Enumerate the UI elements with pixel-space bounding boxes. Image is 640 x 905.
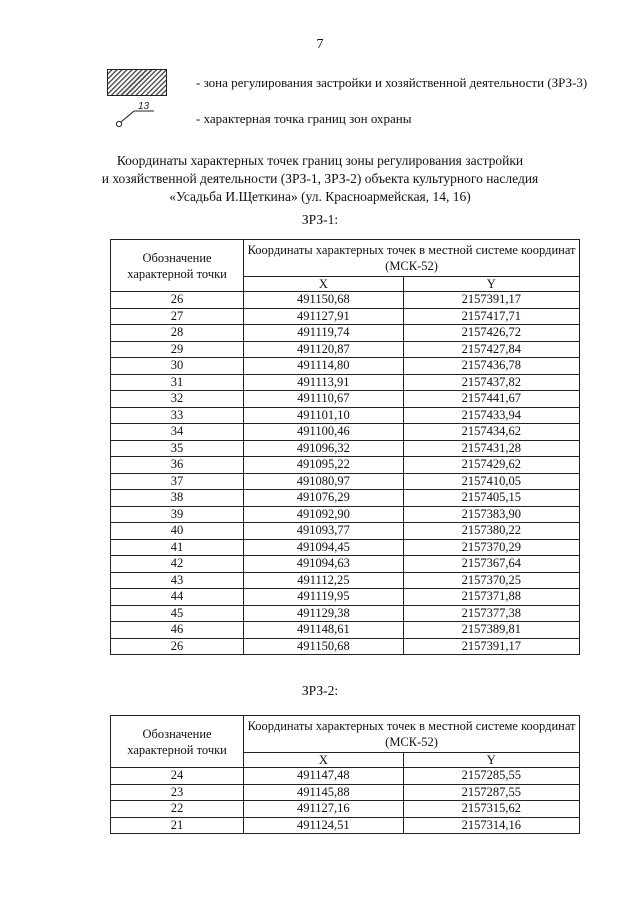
cell-point-id: 27 (111, 308, 244, 325)
cell-y: 2157370,29 (403, 539, 579, 556)
table-row (111, 817, 580, 834)
cell-y: 2157426,72 (403, 325, 579, 342)
zrz1-table-body (111, 292, 580, 655)
cell-point-id: 42 (111, 556, 244, 573)
table-row (111, 523, 580, 540)
cell-x: 491119,74 (244, 325, 404, 342)
cell-point-id: 21 (111, 817, 244, 834)
header-x: X (244, 753, 404, 768)
cell-y: 2157431,28 (403, 440, 579, 457)
cell-y: 2157441,67 (403, 391, 579, 408)
cell-point-id: 37 (111, 473, 244, 490)
cell-x: 491150,68 (244, 292, 404, 309)
cell-y: 2157433,94 (403, 407, 579, 424)
cell-x: 491147,48 (244, 768, 404, 785)
header-x: X (244, 277, 404, 292)
cell-y: 2157391,17 (403, 638, 579, 655)
cell-y: 2157285,55 (403, 768, 579, 785)
cell-point-id: 32 (111, 391, 244, 408)
cell-point-id: 45 (111, 605, 244, 622)
table-row (111, 622, 580, 639)
cell-point-id: 24 (111, 768, 244, 785)
table-row (111, 374, 580, 391)
legend-point-label: - характерная точка границ зон охраны (196, 111, 412, 126)
table-row (111, 440, 580, 457)
page-number: 7 (316, 37, 324, 52)
cell-point-id: 26 (111, 292, 244, 309)
table-row (111, 638, 580, 655)
cell-x: 491093,77 (244, 523, 404, 540)
table-row (111, 325, 580, 342)
cell-point-id: 43 (111, 572, 244, 589)
cell-x: 491094,45 (244, 539, 404, 556)
cell-point-id: 26 (111, 638, 244, 655)
cell-y: 2157380,22 (403, 523, 579, 540)
cell-y: 2157377,38 (403, 605, 579, 622)
title-line-3: «Усадьба И.Щеткина» (ул. Красноармейская, 14, 16) (169, 189, 471, 204)
title-line-2: и хозяйственной деятельности (ЗРЗ-1, ЗРЗ-2) объекта культурного наследия (101, 171, 539, 186)
table-row (111, 605, 580, 622)
cell-x: 491127,91 (244, 308, 404, 325)
table-row (111, 556, 580, 573)
cell-point-id: 23 (111, 784, 244, 801)
zrz1-caption: ЗРЗ-1: (301, 212, 339, 227)
cell-x: 491100,46 (244, 424, 404, 441)
zone-hatch-swatch (107, 69, 167, 96)
table-row (111, 358, 580, 375)
cell-y: 2157410,05 (403, 473, 579, 490)
cell-point-id: 38 (111, 490, 244, 507)
cell-y: 2157371,88 (403, 589, 579, 606)
cell-x: 491101,10 (244, 407, 404, 424)
cell-y: 2157427,84 (403, 341, 579, 358)
header-point: Обозначение характерной точки (111, 716, 244, 768)
cell-y: 2157383,90 (403, 506, 579, 523)
cell-x: 491092,90 (244, 506, 404, 523)
cell-x: 491127,16 (244, 801, 404, 818)
cell-x: 491113,91 (244, 374, 404, 391)
cell-point-id: 28 (111, 325, 244, 342)
cell-point-id: 44 (111, 589, 244, 606)
cell-y: 2157429,62 (403, 457, 579, 474)
table-row (111, 473, 580, 490)
cell-point-id: 39 (111, 506, 244, 523)
cell-y: 2157436,78 (403, 358, 579, 375)
cell-y: 2157314,16 (403, 817, 579, 834)
cell-point-id: 30 (111, 358, 244, 375)
cell-point-id: 46 (111, 622, 244, 639)
cell-x: 491124,51 (244, 817, 404, 834)
cell-y: 2157391,17 (403, 292, 579, 309)
zrz2-table-body (111, 768, 580, 834)
header-coordinates: Координаты характерных точек в местной системе координат (МСК-52) (244, 716, 580, 753)
cell-x: 491114,80 (244, 358, 404, 375)
cell-point-id: 41 (111, 539, 244, 556)
table-row (111, 801, 580, 818)
table-row (111, 308, 580, 325)
cell-x: 491129,38 (244, 605, 404, 622)
table-row (111, 341, 580, 358)
table-row (111, 424, 580, 441)
table-row (111, 490, 580, 507)
legend-zone-label: - зона регулирования застройки и хозяйственной деятельности (ЗРЗ-3) (196, 75, 588, 90)
cell-x: 491119,95 (244, 589, 404, 606)
cell-y: 2157389,81 (403, 622, 579, 639)
table-row (111, 292, 580, 309)
table-row (111, 589, 580, 606)
header-y: Y (403, 277, 579, 292)
cell-x: 491150,68 (244, 638, 404, 655)
cell-point-id: 29 (111, 341, 244, 358)
cell-point-id: 40 (111, 523, 244, 540)
cell-point-id: 35 (111, 440, 244, 457)
table-row (111, 539, 580, 556)
title-line-1: Координаты характерных точек границ зоны регулирования застройки (116, 153, 524, 168)
header-coordinates: Координаты характерных точек в местной системе координат (МСК-52) (244, 240, 580, 277)
header-point: Обозначение характерной точки (111, 240, 244, 292)
table-row (111, 407, 580, 424)
zrz1-coordinates-table (110, 239, 580, 655)
cell-y: 2157370,25 (403, 572, 579, 589)
table-row (111, 506, 580, 523)
cell-point-id: 31 (111, 374, 244, 391)
table-row (111, 457, 580, 474)
legend-point-number: 13 (138, 101, 150, 112)
cell-x: 491076,29 (244, 490, 404, 507)
cell-y: 2157405,15 (403, 490, 579, 507)
cell-point-id: 36 (111, 457, 244, 474)
cell-y: 2157417,71 (403, 308, 579, 325)
cell-x: 491094,63 (244, 556, 404, 573)
cell-x: 491096,32 (244, 440, 404, 457)
table-row (111, 784, 580, 801)
document-title (60, 152, 580, 206)
cell-y: 2157437,82 (403, 374, 579, 391)
cell-point-id: 34 (111, 424, 244, 441)
boundary-point-marker-icon (110, 100, 160, 132)
header-y: Y (403, 753, 579, 768)
cell-y: 2157367,64 (403, 556, 579, 573)
cell-x: 491095,22 (244, 457, 404, 474)
cell-y: 2157287,55 (403, 784, 579, 801)
cell-y: 2157315,62 (403, 801, 579, 818)
cell-point-id: 33 (111, 407, 244, 424)
cell-x: 491112,25 (244, 572, 404, 589)
table-row (111, 768, 580, 785)
cell-x: 491080,97 (244, 473, 404, 490)
table-row (111, 572, 580, 589)
cell-point-id: 22 (111, 801, 244, 818)
zrz2-caption: ЗРЗ-2: (301, 683, 339, 698)
cell-x: 491120,87 (244, 341, 404, 358)
cell-x: 491110,67 (244, 391, 404, 408)
cell-x: 491145,88 (244, 784, 404, 801)
table-row (111, 391, 580, 408)
cell-x: 491148,61 (244, 622, 404, 639)
cell-y: 2157434,62 (403, 424, 579, 441)
zrz2-coordinates-table (110, 715, 580, 834)
